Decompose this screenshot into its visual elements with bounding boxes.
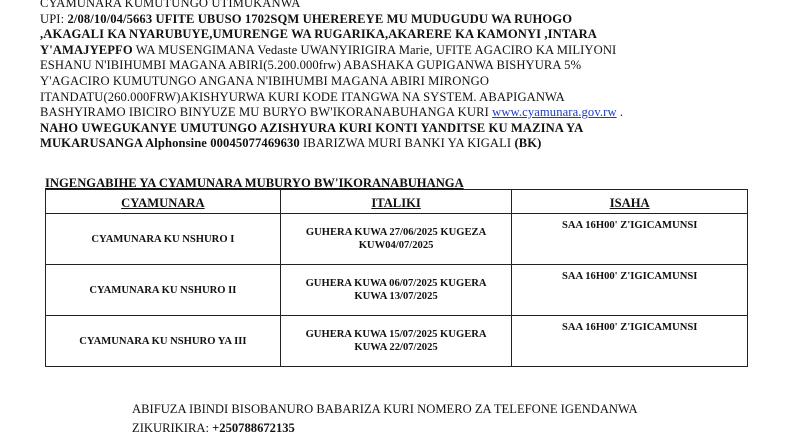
time-cell: SAA 16H00' Z'IGICAMUNSI: [512, 265, 748, 316]
notice-line-6: ITANDATU(260.000FRW)AKISHYURWA KURI KODE ITANGWA NA SYSTEM. ABAPIGANWA: [40, 89, 565, 104]
header-time: ISAHA: [512, 190, 748, 214]
notice-line-7: [40, 105, 800, 121]
contact-label: ZIKURIKIRA:: [132, 421, 213, 435]
phone-number: +250788672135: [212, 421, 295, 435]
table-row: [46, 265, 748, 316]
owner-value-text: WA MUSENGIMANA Vedaste UWANYIRIGIRA Marie, UFITE AGACIRO KA MILIYONI: [132, 42, 617, 57]
notice-line-0: CYAMUNARA KUMUTUNGO UTIMUKANWA: [40, 0, 301, 10]
bank-text: IBARIZWA MURI BANKI YA KIGALI: [299, 136, 515, 151]
header-date: ITALIKI: [280, 190, 512, 214]
date-line-2: KUW04/07/2025: [358, 240, 434, 251]
round-cell: CYAMUNARA KU NSHURO YA III: [46, 316, 281, 367]
date-line-1: GUHERA KUWA 06/07/2025 KUGERA: [305, 278, 487, 289]
upi-label: UPI:: [40, 11, 65, 26]
table-row: [46, 316, 748, 367]
header-round: CYAMUNARA: [46, 190, 281, 214]
notice-line-3: [40, 43, 800, 59]
date-line-1: GUHERA KUWA 27/06/2025 KUGEZA: [305, 227, 487, 238]
bank-abbrev: (BK): [514, 136, 542, 151]
line7-end: .: [616, 105, 624, 120]
date-line-2: KUWA 22/07/2025: [354, 342, 438, 353]
schedule-title: INGENGABIHE YA CYAMUNARA MUBURYO BW'IKORANABUHANGA: [45, 176, 464, 190]
notice-line-2: ,AKAGALI KA NYARUBUYE,UMURENGE WA RUGARIKA,AKARERE KA KAMONYI ,INTARA: [40, 27, 597, 42]
notice-line-4: ESHANU N'IBIHUMBI MAGANA ABIRI(5.200.000frw) ABASHAKA GUPIGANWA BISHYURA 5%: [40, 58, 582, 73]
notice-line-9: [40, 136, 800, 152]
schedule-table: [45, 189, 748, 367]
date-cell: [280, 316, 512, 367]
round-cell: CYAMUNARA KU NSHURO II: [46, 265, 281, 316]
bidding-text: BASHYIRAMO IBICIRO BINYUZE MU BURYO BW'IKORANABUHANGA KURI: [40, 105, 493, 120]
account-holder: MUKARUSANGA Alphonsine 00045077469630: [40, 136, 300, 151]
contact-info: [132, 400, 638, 438]
date-cell: [280, 265, 512, 316]
round-cell: CYAMUNARA KU NSHURO I: [46, 214, 281, 265]
date-line-1: GUHERA KUWA 15/07/2025 KUGERA: [305, 329, 487, 340]
contact-line-1: ABIFUZA IBINDI BISOBANURO BABARIZA KURI NOMERO ZA TELEFONE IGENDANWA: [132, 402, 638, 416]
time-cell: SAA 16H00' Z'IGICAMUNSI: [512, 214, 748, 265]
contact-line-2: [132, 419, 638, 438]
date-line-2: KUWA 13/07/2025: [354, 291, 438, 302]
notice-line-8: NAHO UWEGUKANYE UMUTUNGO AZISHYURA KURI KONTI YANDITSE KU MAZINA YA: [40, 120, 584, 135]
notice-paragraph: [40, 0, 800, 152]
date-cell: [280, 214, 512, 265]
cyamunara-link[interactable]: www.cyamunara.gov.rw: [492, 105, 617, 120]
table-row: [46, 214, 748, 265]
notice-line-5: Y'AGACIRO KUMUTUNGO ANGANA N'IBIHUMBI MAGANA ABIRI MIRONGO: [40, 73, 490, 88]
table-header-row: [46, 190, 748, 214]
time-cell: SAA 16H00' Z'IGICAMUNSI: [512, 316, 748, 367]
upi-details: 2/08/10/04/5663 UFITE UBUSO 1702SQM UHEREREYE MU MUDUGUDU WA RUHOGO: [67, 11, 573, 26]
notice-line-1: [40, 12, 800, 28]
province-name: Y'AMAJYEPFO: [40, 42, 133, 57]
